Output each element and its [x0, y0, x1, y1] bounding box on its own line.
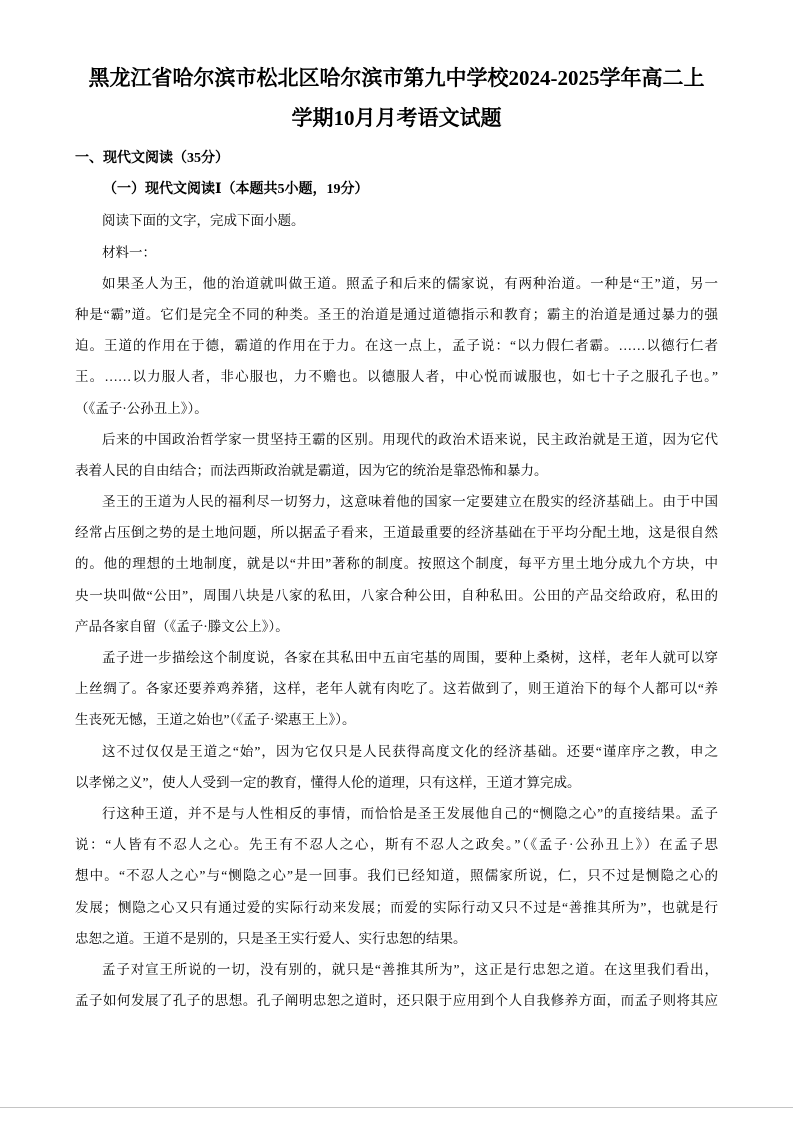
- paragraph-line: 如果圣人为王，他的治道就叫做王道。照孟子和后来的儒家说，有两种治道。一种是“王”道，另一: [102, 275, 718, 291]
- paragraph-line: 迫。王道的作用在于德，霸道的作用在于力。在这一点上，孟子说：“以力假仁者霸。……以德行仁者: [75, 338, 718, 354]
- exam-body: [75, 143, 718, 1016]
- paragraph-line: 想中。“不忍人之心”与“恻隐之心”是一回事。我们已经知道，照儒家所说，仁，只不过是恻隐之心的: [75, 868, 718, 884]
- paragraph-line: 产品各家自留（《孟子·滕文公上》）。: [75, 618, 289, 634]
- material-paragraph-5: [75, 736, 718, 798]
- section-subheading: （一）现代文阅读Ⅰ（本题共5小题，19分）: [103, 182, 369, 198]
- paragraph-line: 种是“霸”道。它们是完全不同的种类。圣王的治道是通过道德指示和教育；霸主的治道是通过暴力的强: [75, 306, 718, 322]
- paragraph-line: 王。……以力服人者，非心服也，力不赡也。以德服人者，中心悦而诚服也，如七十子之服孔子也。”: [75, 369, 718, 385]
- material-paragraph-1: [75, 268, 718, 424]
- material-paragraph-4: [75, 642, 718, 736]
- paragraph-line: 孟子如何发展了孔子的思想。孔子阐明忠恕之道时，还只限于应用到个人自我修养方面，而孟子则将其应: [75, 993, 718, 1009]
- exam-title: [0, 58, 793, 138]
- paragraph-line: 孟子对宣王所说的一切，没有别的，就只是“善推其所为”，这正是行忠恕之道。在这里我们看出，: [102, 961, 718, 977]
- paragraph-line: 生丧死无憾，王道之始也”（《孟子·梁惠王上》）。: [75, 712, 356, 728]
- material-label: 材料一：: [102, 244, 156, 260]
- paragraph-line: 以孝悌之义”，使人人受到一定的教育，懂得人伦的道理，只有这样，王道才算完成。: [75, 774, 581, 790]
- reading-instruction: 阅读下面的文字，完成下面小题。: [102, 213, 305, 229]
- paragraph-line: 圣王的王道为人民的福利尽一切努力，这意味着他的国家一定要建立在殷实的经济基础上。由于中国: [102, 494, 718, 510]
- material-paragraph-7: [75, 954, 718, 1016]
- paragraph-line: 表着人民的自由结合；而法西斯政治就是霸道，因为它的统治是靠恐怖和暴力。: [75, 462, 548, 478]
- paragraph-line: 忠恕之道。王道不是别的，只是圣王实行爱人、实行忠恕的结果。: [75, 930, 467, 946]
- paragraph-line: 央一块叫做“公田”，周围八块是八家的私田，八家合种公田，自种私田。公田的产品交给政府，私田的: [75, 587, 718, 603]
- section-heading: 一、现代文阅读（35分）: [75, 151, 229, 166]
- material-paragraph-6: [75, 798, 718, 954]
- paragraph-line: 的。他的理想的土地制度，就是以“井田”著称的制度。按照这个制度，每平方里土地分成九个方块，中: [75, 556, 718, 572]
- paragraph-line: 说：“人皆有不忍人之心。先王有不忍人之心，斯有不忍人之政矣。”（《孟子·公孙丑上》）在孟子思: [75, 837, 718, 853]
- material-paragraph-2: [75, 424, 718, 486]
- paragraph-line: 经常占压倒之势的是土地问题，所以据孟子看来，王道最重要的经济基础在于平均分配土地，这是很自然: [75, 525, 718, 541]
- paragraph-line: 发展；恻隐之心又只有通过爱的实际行动来发展；而爱的实际行动又只不过是“善推其所为”，也就是行: [75, 899, 718, 915]
- material-paragraph-3: [75, 486, 718, 642]
- paragraph-line: （《孟子·公孙丑上》）。: [75, 400, 208, 416]
- page-bottom-rule: [0, 1107, 793, 1108]
- title-line-1: 黑龙江省哈尔滨市松北区哈尔滨市第九中学校2024-2025学年高二上: [88, 66, 705, 90]
- paragraph-line: 孟子进一步描绘这个制度说，各家在其私田中五亩宅基的周围，要种上桑树，这样，老年人就可以穿: [102, 650, 718, 665]
- paragraph-line: 后来的中国政治哲学家一贯坚持王霸的区别。用现代的政治术语来说，民主政治就是王道，因为它代: [102, 431, 718, 447]
- title-line-2: 学期10月月考语文试题: [291, 106, 502, 130]
- paragraph-line: 行这种王道，并不是与人性相反的事情，而恰恰是圣王发展他自己的“恻隐之心”的直接结果。孟子: [102, 805, 718, 821]
- paragraph-line: 这不过仅仅是王道之“始”，因为它仅只是人民获得高度文化的经济基础。还要“谨庠序之教，申之: [102, 743, 718, 759]
- paragraph-line: 上丝绸了。各家还要养鸡养猪，这样，老年人就有肉吃了。这若做到了，则王道治下的每个人都可以“养: [75, 681, 718, 697]
